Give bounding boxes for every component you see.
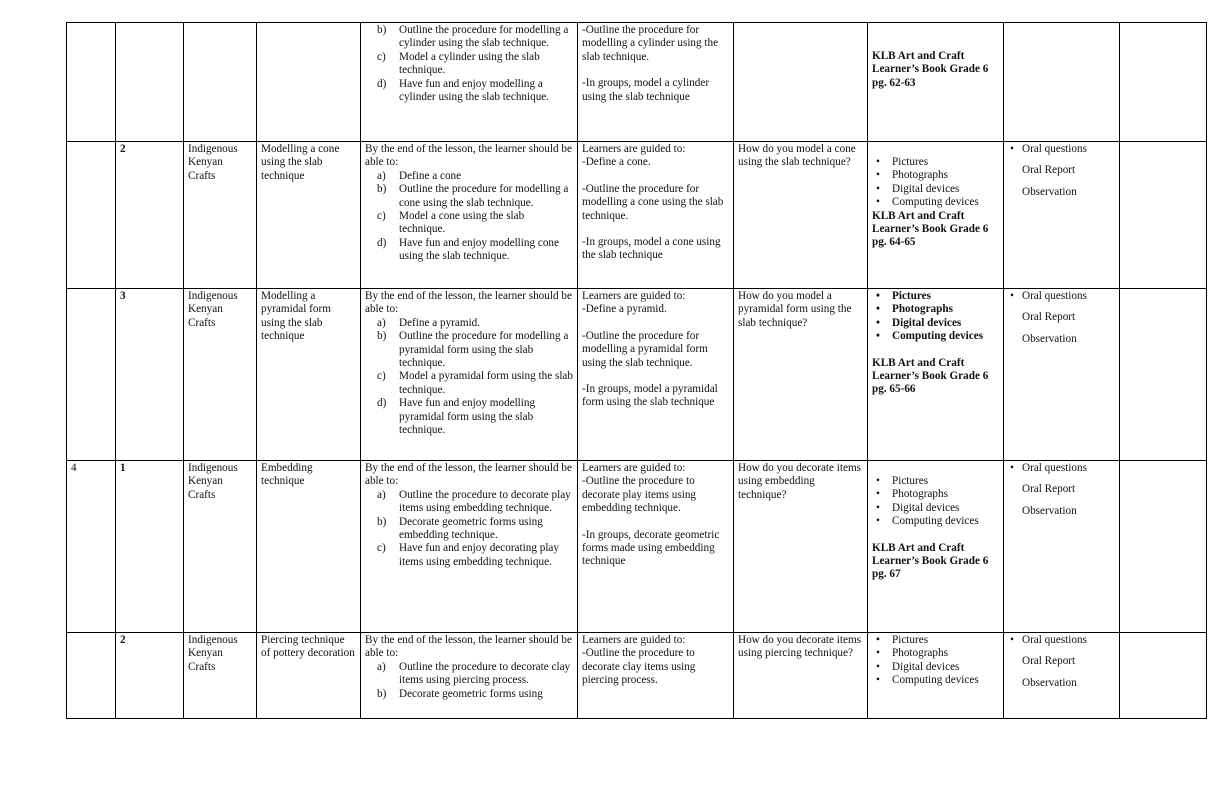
week-cell: 4 [67,461,116,633]
key-inquiry-cell: How do you model a pyramidal form using the slab technique? [734,289,868,461]
outcomes-list [365,317,573,438]
activity-paragraph: -Outline the procedure for modelling a pyramidal form using the slab technique. [582,329,708,369]
textbook-reference: KLB Art and Craft Learner’s Book Grade 6 pg. 64-65 [872,209,989,249]
week-cell [67,289,116,461]
key-inquiry-cell: How do you decorate items using piercing technique? [734,633,868,719]
week-cell [67,142,116,289]
outcome-text: Have fun and enjoy modelling cone using the slab technique. [399,236,559,263]
outcome-item [377,660,573,688]
learning-outcomes-cell [361,289,578,461]
textbook-reference: KLB Art and Craft Learner’s Book Grade 6 pg. 67 [872,541,989,581]
resources-list [872,475,999,529]
resources-cell [868,142,1004,289]
strand-cell [184,23,257,142]
resource-item: • Digital devices [892,317,999,330]
learning-outcomes-cell [361,23,578,142]
assessment-cell [1004,142,1120,289]
outcome-text: Outline the procedure to decorate clay items using piercing process. [399,660,571,687]
assessment-item: Oral Report [1022,483,1076,496]
outcome-text: Decorate geometric forms using embedding technique. [399,515,543,542]
assessment-item: Observation [1022,332,1077,345]
outcome-item [377,183,573,210]
assessment-item: Oral Report [1022,311,1076,324]
outcome-item [377,50,573,78]
textbook-reference: KLB Art and Craft Learner’s Book Grade 6 pg. 62-63 [872,50,989,89]
outcome-label: a) [377,169,386,182]
activity-paragraph: -In groups, model a cone using the slab technique [582,236,721,262]
outcome-item [377,316,573,330]
outcomes-list [365,170,573,264]
outcome-text: Outline the procedure for modelling a pyramidal form using the slab technique. [399,330,569,370]
resource-item: • Digital devices [892,661,999,674]
outcome-text: Decorate geometric forms using [399,687,543,700]
resources-list [872,290,999,344]
week-cell [67,633,116,719]
activity-paragraph: Learners are guided to: -Outline the procedure to decorate clay items using piercing process. [582,634,696,687]
outcomes-list [365,24,573,104]
outcome-label: c) [377,50,386,63]
resources-list [872,156,999,210]
activity-paragraph: -Outline the procedure for modelling a cone using the slab technique. [582,182,724,222]
activity-paragraph: Learners are guided to: -Define a cone. [582,143,686,169]
assessment-cell [1004,461,1120,633]
outcome-label: b) [377,330,387,343]
reflection-cell [1120,23,1207,142]
assessment-item: • Oral questions [1022,634,1115,647]
resource-item: • Pictures [892,475,999,488]
assessment-item: Observation [1022,504,1077,517]
outcome-label: d) [377,236,387,249]
learning-activities-cell [578,142,734,289]
reflection-cell [1120,633,1207,719]
outcome-text: Outline the procedure for modelling a cylinder using the slab technique. [399,24,569,50]
outcome-label: c) [377,210,386,223]
lesson-cell: 2 [116,633,184,719]
outcome-item [377,515,573,543]
resource-item: • Photographs [892,647,999,660]
key-inquiry-cell: How do you model a cone using the slab technique? [734,142,868,289]
strand-cell: Indigenous Kenyan Crafts [184,461,257,633]
reflection-cell [1120,461,1207,633]
key-inquiry-cell [734,23,868,142]
outcome-item [377,77,573,105]
reflection-cell [1120,142,1207,289]
assessment-item: Oral Report [1022,164,1076,177]
lesson-cell: 1 [116,461,184,633]
strand-cell: Indigenous Kenyan Crafts [184,633,257,719]
resources-cell [868,289,1004,461]
sub-strand-cell [257,23,361,142]
activity-paragraph: -In groups, model a pyramidal form using the slab technique [582,383,718,409]
outcomes-intro: By the end of the lesson, the learner should be able to: [365,143,572,169]
outcome-label: b) [377,24,387,36]
outcome-text: Model a cone using the slab technique. [399,210,525,236]
outcome-label: a) [377,660,386,673]
outcome-label: a) [377,316,386,329]
outcomes-intro: By the end of the lesson, the learner should be able to: [365,462,572,488]
sub-strand-cell: Modelling a cone using the slab technique [257,142,361,289]
learning-activities-cell [578,23,734,142]
lesson-cell: 2 [116,142,184,289]
outcome-text: Have fun and enjoy modelling a cylinder using the slab technique. [399,77,550,104]
textbook-reference: KLB Art and Craft Learner’s Book Grade 6 pg. 65-66 [872,356,989,396]
activity-paragraph: Learners are guided to: -Define a pyramid. [582,290,686,316]
outcome-label: b) [377,515,387,528]
outcome-label: b) [377,183,387,196]
outcome-text: Outline the procedure to decorate play items using embedding technique. [399,488,571,515]
assessment-cell [1004,289,1120,461]
outcome-text: Have fun and enjoy modelling pyramidal form using the slab technique. [399,397,536,437]
resource-item: • Computing devices [892,330,999,343]
outcome-label: b) [377,687,387,700]
resources-cell [868,461,1004,633]
resources-cell [868,633,1004,719]
activity-paragraph: -In groups, model a cylinder using the slab technique [582,77,710,103]
resource-item: • Pictures [892,634,999,647]
outcome-label: a) [377,488,386,501]
outcome-label: d) [377,397,387,410]
table-row [67,461,1207,633]
outcome-label: c) [377,370,386,383]
learning-activities-cell [578,289,734,461]
resource-item: • Computing devices [892,515,999,528]
outcome-item [377,210,573,237]
learning-outcomes-cell [361,461,578,633]
activity-paragraph: -Outline the procedure for modelling a cylinder using the slab technique. [582,24,719,63]
outcome-label: c) [377,542,386,555]
resources-cell [868,23,1004,142]
outcomes-intro: By the end of the lesson, the learner should be able to: [365,634,572,660]
outcome-text: Have fun and enjoy decorating play items using embedding technique. [399,542,559,568]
sub-strand-cell: Piercing technique of pottery decoration [257,633,361,719]
assessment-item: • Oral questions [1022,143,1115,156]
table-row [67,289,1207,461]
learning-outcomes-cell [361,142,578,289]
table-row [67,633,1207,719]
table-row [67,23,1207,142]
table-row [67,142,1207,289]
lesson-cell [116,23,184,142]
outcome-label: d) [377,77,387,90]
strand-cell: Indigenous Kenyan Crafts [184,289,257,461]
resource-item: • Photographs [892,488,999,501]
strand-cell: Indigenous Kenyan Crafts [184,142,257,289]
resource-item: • Pictures [892,290,999,303]
resource-item: • Photographs [892,169,999,182]
outcomes-list [365,489,573,569]
outcome-text: Outline the procedure for modelling a cone using the slab technique. [399,183,569,209]
outcome-text: Model a cylinder using the slab technique. [399,50,540,77]
resource-item: • Photographs [892,303,999,316]
resource-item: • Digital devices [892,183,999,196]
assessment-cell [1004,23,1120,142]
outcomes-list [365,661,573,701]
outcome-item [377,370,573,397]
outcome-item [377,687,573,701]
sub-strand-cell: Modelling a pyramidal form using the slab technique [257,289,361,461]
learning-activities-cell [578,461,734,633]
assessment-item: Oral Report [1022,655,1076,668]
outcome-item [377,542,573,569]
week-cell [67,23,116,142]
assessment-item: • Oral questions [1022,462,1115,475]
resource-item: • Computing devices [892,196,999,209]
outcome-text: Define a cone [399,169,462,182]
outcome-item [377,488,573,516]
assessment-item: • Oral questions [1022,290,1115,303]
key-inquiry-cell: How do you decorate items using embedding technique? [734,461,868,633]
scheme-of-work-table [66,22,1207,719]
assessment-cell [1004,633,1120,719]
sub-strand-cell: Embedding technique [257,461,361,633]
activity-paragraph: -In groups, decorate geometric forms made using embedding technique [582,528,720,568]
outcome-item [377,397,573,437]
lesson-cell: 3 [116,289,184,461]
assessment-item: Observation [1022,676,1077,689]
outcome-text: Model a pyramidal form using the slab technique. [399,370,573,396]
resource-item: • Pictures [892,156,999,169]
outcome-item [377,330,573,370]
outcome-item [377,24,573,51]
outcome-item [377,236,573,264]
resource-item: • Digital devices [892,502,999,515]
outcome-text: Define a pyramid. [399,316,481,329]
resources-list [872,634,999,688]
reflection-cell [1120,289,1207,461]
assessment-item: Observation [1022,185,1077,198]
learning-activities-cell [578,633,734,719]
activity-paragraph: Learners are guided to: -Outline the procedure to decorate play items using embedding technique. [582,462,697,515]
outcome-item [377,169,573,183]
outcomes-intro: By the end of the lesson, the learner should be able to: [365,290,572,316]
resource-item: • Computing devices [892,674,999,687]
learning-outcomes-cell [361,633,578,719]
